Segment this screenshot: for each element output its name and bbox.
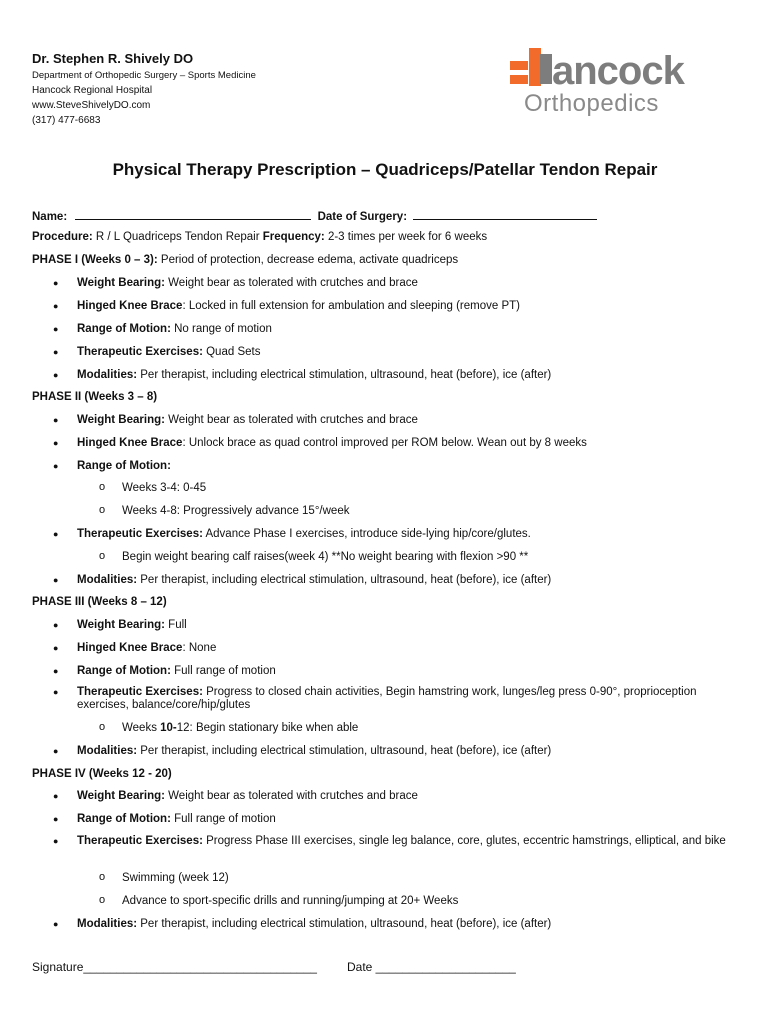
phase4-item: ● Therapeutic Exercises: Progress Phase III exercises, single leg balance, core, glutes, eccentric hamstrings, elliptical, and bike — [32, 835, 737, 871]
hospital-name: Hancock Regional Hospital — [32, 85, 153, 96]
phase3-item: ● Modalities: Per therapist, including electrical stimulation, ultrasound, heat (before), ice (after) — [32, 744, 737, 767]
phase2-item: ● Hinged Knee Brace: Unlock brace as quad control improved per ROM below. Wean out by 8 weeks — [32, 436, 737, 459]
doctor-name: Dr. Stephen R. Shively DO — [32, 51, 194, 66]
phase3-item: ● Range of Motion: Full range of motion — [32, 664, 737, 686]
phase4-heading: PHASE IV (Weeks 12 - 20) — [32, 768, 172, 780]
phase2-rom-sub: o Weeks 3-4: 0-45 — [32, 481, 737, 504]
phase1-item: ● Weight Bearing: Weight bear as tolerated with crutches and brace — [32, 276, 737, 299]
svg-text:Orthopedics: Orthopedics — [524, 90, 659, 116]
website: www.SteveShivelyDO.com — [32, 100, 151, 111]
procedure-row — [32, 230, 737, 253]
name-row — [32, 208, 737, 230]
frequency-value: 2-3 times per week for 6 weeks — [324, 231, 488, 243]
phase1-note: Period of protection, decrease edema, activate quadriceps — [157, 254, 459, 266]
phase3-item: ● Weight Bearing: Full — [32, 618, 737, 641]
phase4-ex-sub: o Swimming (week 12) — [32, 871, 737, 894]
phase2-item: ● Modalities: Per therapist, including electrical stimulation, ultrasound, heat (before), ice (after) — [32, 573, 737, 595]
phase1-item: ● Therapeutic Exercises: Quad Sets — [32, 345, 737, 368]
procedure-label: Procedure: — [32, 231, 93, 243]
phase1-heading — [32, 253, 737, 276]
svg-text:ancock: ancock — [552, 49, 684, 93]
phase3-item: ● Therapeutic Exercises: Progress to closed chain activities, Begin hamstring work, lunges/leg press 0-90°, proprioception exercises, balance/core/hip/glutes — [32, 686, 737, 721]
phase2-rom-sub: o Weeks 4-8: Progressively advance 15°/week — [32, 504, 737, 527]
hancock-orthopedics-logo — [510, 48, 745, 116]
phone: (317) 477-6683 — [32, 115, 101, 126]
phase3-item: ● Hinged Knee Brace: None — [32, 641, 737, 664]
phase2-item: ● Range of Motion: — [32, 459, 737, 481]
phase2-ex-sub: o Begin weight bearing calf raises(week 4) **No weight bearing with flexion >90 ** — [32, 550, 737, 573]
date-line[interactable]: Date _____________________ — [347, 960, 516, 974]
surgery-date-label: Date of Surgery: — [317, 211, 408, 223]
phase1-item: ● Hinged Knee Brace: Locked in full extension for ambulation and sleeping (remove PT) — [32, 299, 737, 322]
phase1-title: PHASE I (Weeks 0 – 3): — [32, 254, 158, 266]
frequency-label: Frequency: — [262, 231, 325, 243]
signature-line[interactable]: Signature___________________________________ — [32, 960, 317, 974]
phase4-ex-sub: o Advance to sport-specific drills and running/jumping at 20+ Weeks — [32, 894, 737, 917]
phase4-item: ● Modalities: Per therapist, including electrical stimulation, ultrasound, heat (before), ice (after) — [32, 917, 737, 939]
phase2-item: ● Therapeutic Exercises: Advance Phase I exercises, introduce side-lying hip/core/glutes. — [32, 527, 737, 550]
phase4-item: ● Range of Motion: Full range of motion — [32, 812, 737, 835]
surgery-date-field[interactable] — [413, 208, 597, 220]
name-field[interactable] — [75, 208, 311, 220]
phase1-item: ● Modalities: Per therapist, including electrical stimulation, ultrasound, heat (before), ice (after) — [32, 368, 737, 390]
department: Department of Orthopedic Surgery – Sports Medicine — [32, 70, 256, 81]
name-label: Name: — [32, 211, 68, 223]
phase2-item: ● Weight Bearing: Weight bear as tolerated with crutches and brace — [32, 413, 737, 436]
phase3-heading: PHASE III (Weeks 8 – 12) — [32, 596, 167, 608]
procedure-value: R / L Quadriceps Tendon Repair — [92, 231, 263, 243]
phase3-ex-sub: o Weeks 10-12: Begin stationary bike when able — [32, 721, 737, 744]
doctor-header — [32, 50, 256, 128]
phase4-item: ● Weight Bearing: Weight bear as tolerated with crutches and brace — [32, 789, 737, 812]
page-title: Physical Therapy Prescription – Quadriceps/Patellar Tendon Repair — [112, 160, 658, 179]
phase2-heading: PHASE II (Weeks 3 – 8) — [32, 391, 158, 403]
prescription-body — [32, 208, 737, 939]
phase1-item: ● Range of Motion: No range of motion — [32, 322, 737, 345]
